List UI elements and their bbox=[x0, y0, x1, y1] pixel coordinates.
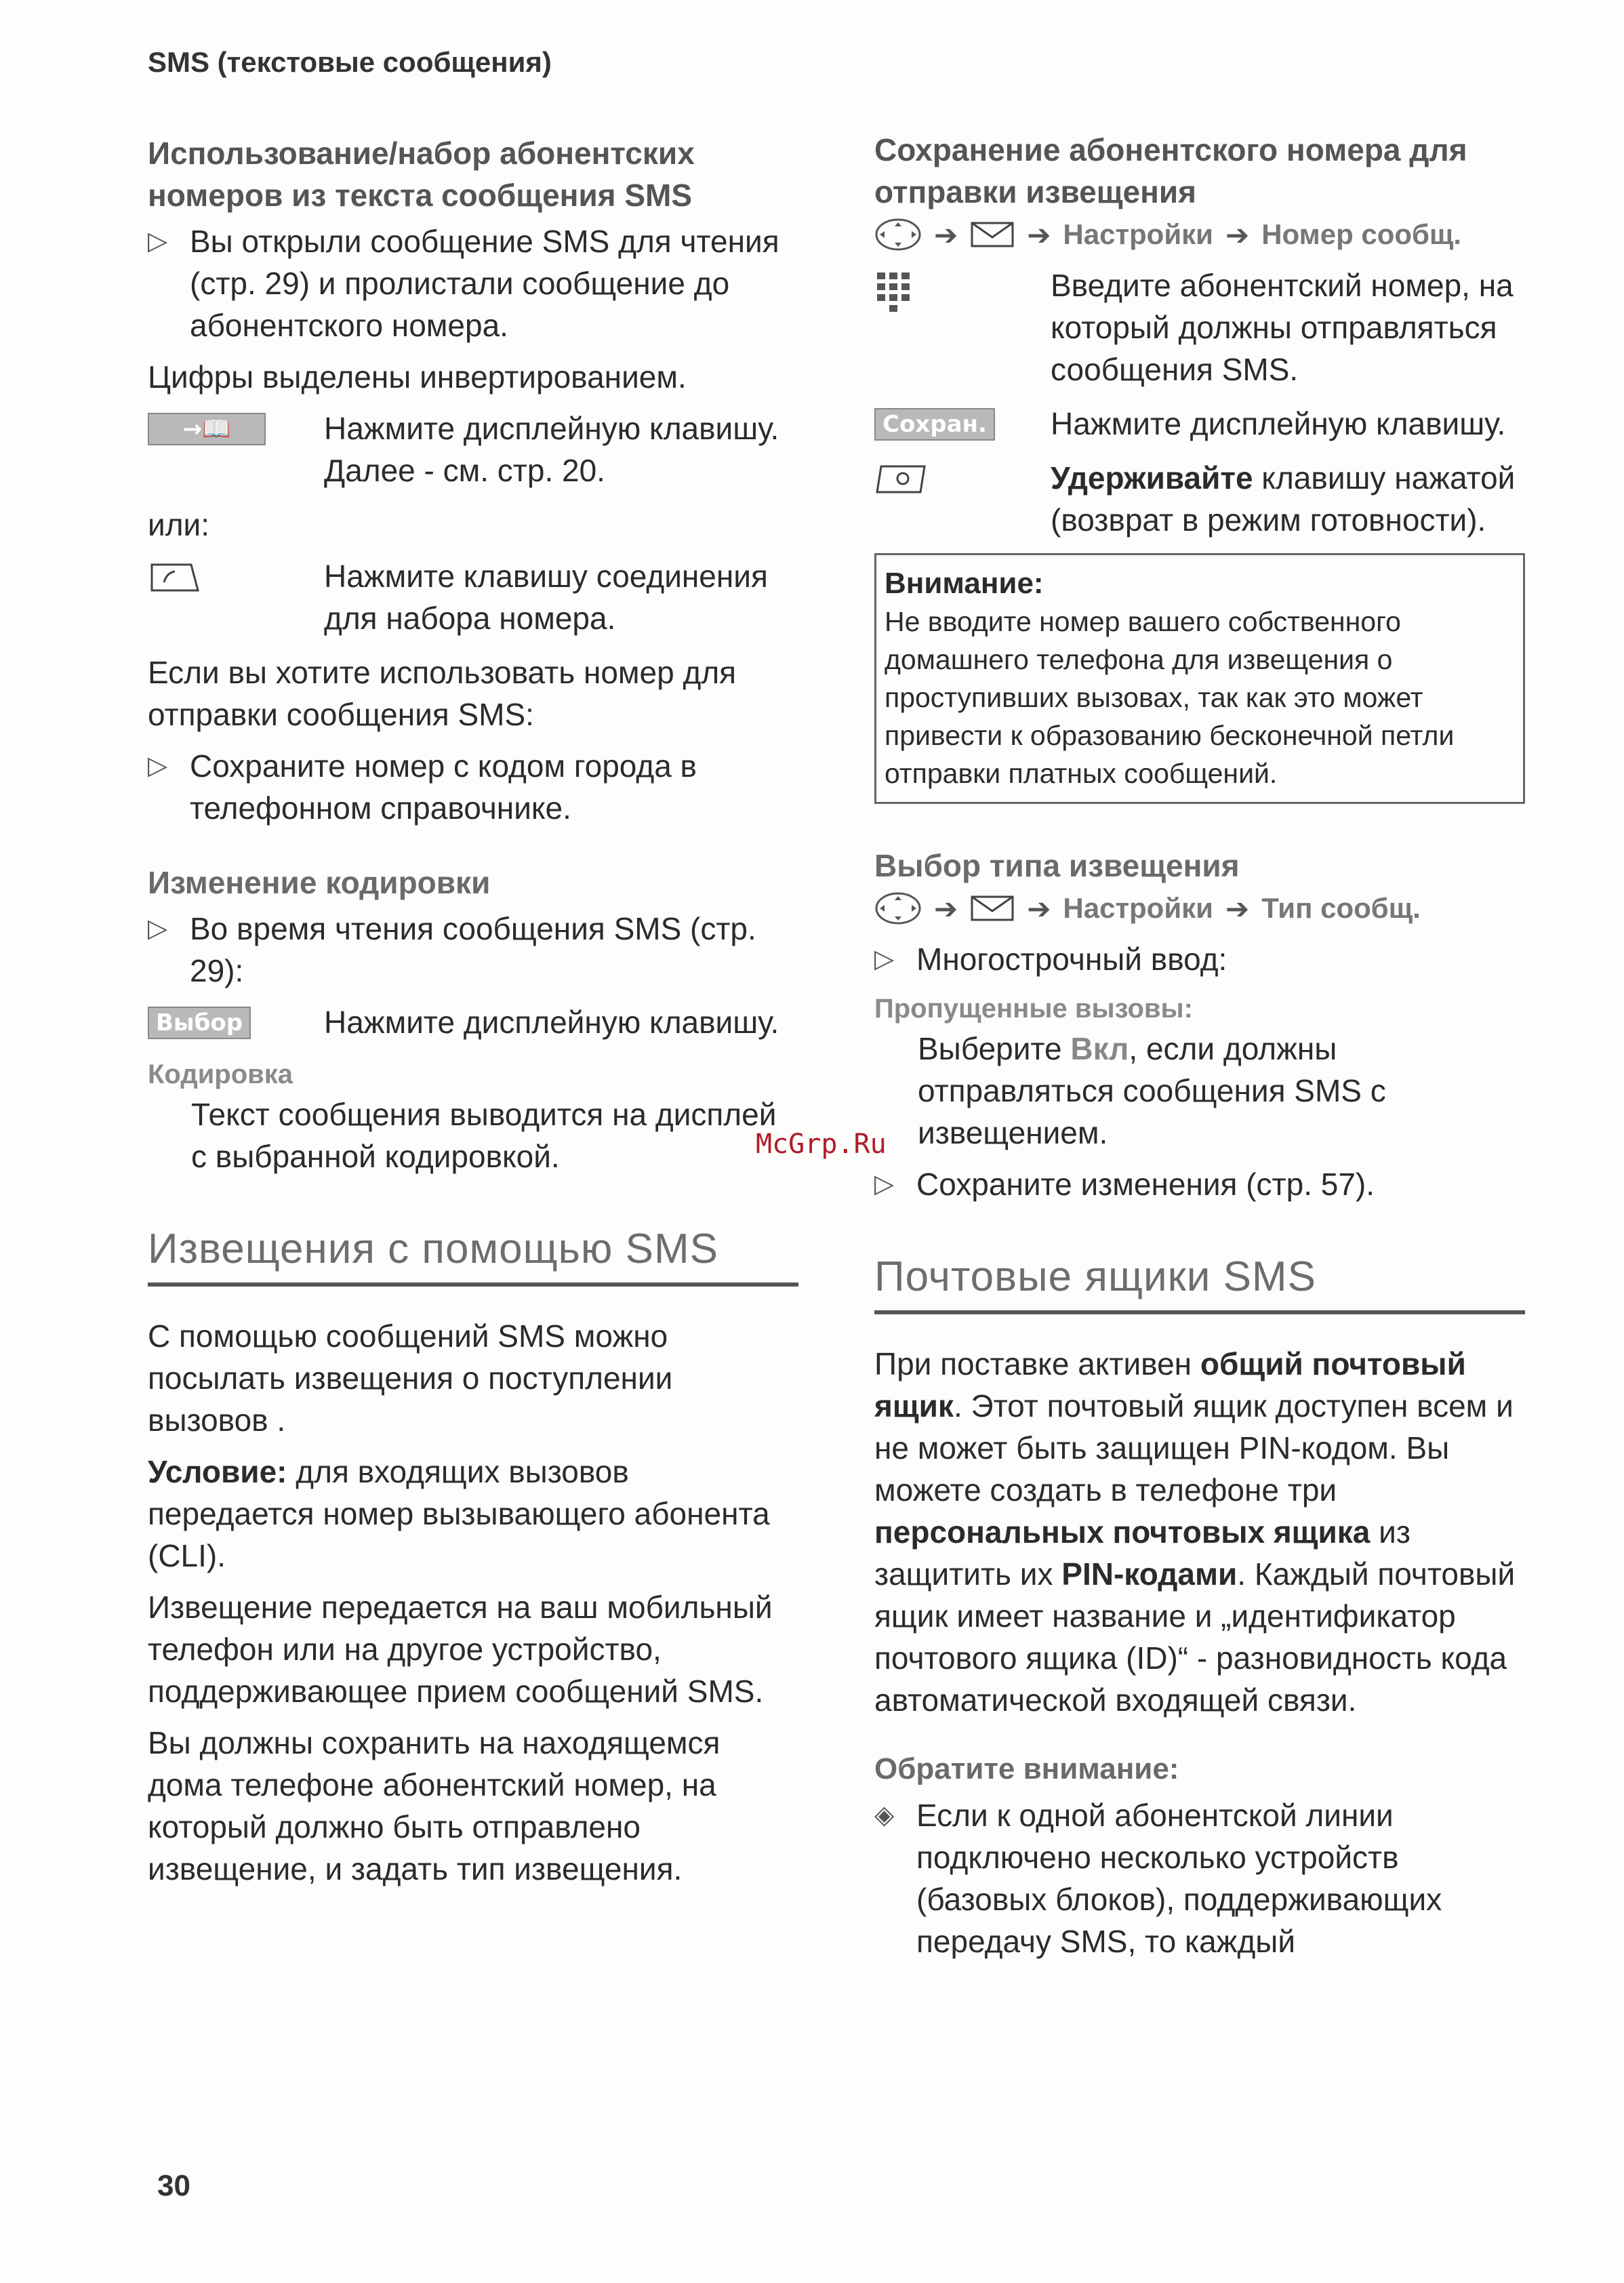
menu-path bbox=[874, 891, 1525, 926]
paragraph: Выберите Вкл, если должны отправляться сообщения SMS с извещением. bbox=[918, 1031, 1386, 1150]
left-column bbox=[148, 132, 798, 1899]
paragraph: С помощью сообщений SMS можно посылать извещения о поступлении вызовов . bbox=[148, 1318, 673, 1438]
arrow-icon: ➔ bbox=[1225, 218, 1250, 251]
instruction-text: Нажмите дисплейную клавишу. bbox=[324, 1005, 779, 1040]
paragraph: Цифры выделены инвертированием. bbox=[148, 359, 687, 395]
arrow-icon: ➔ bbox=[934, 892, 958, 925]
arrow-icon: ➔ bbox=[1225, 892, 1250, 925]
triangle-bullet-icon: ▷ bbox=[148, 227, 168, 256]
instruction-text: Нажмите дисплейную клавишу. bbox=[1051, 406, 1506, 441]
note-title: Обратите внимание: bbox=[874, 1752, 1179, 1785]
instruction-row bbox=[874, 403, 1525, 445]
instruction-row bbox=[148, 555, 798, 639]
list-item: ▷ Сохраните изменения (стр. 57). bbox=[874, 1163, 1525, 1205]
list-item: ▷ Во время чтения сообщения SMS (стр. 29): bbox=[148, 908, 798, 992]
diamond-bullet-icon: ◈ bbox=[874, 1801, 895, 1830]
missed-calls-label: Пропущенные вызовы: bbox=[874, 994, 1193, 1024]
instruction-text: Удерживайте клавишу нажатой (возврат в режим готовности). bbox=[1051, 460, 1516, 538]
watermark: McGrp.Ru bbox=[756, 1129, 887, 1160]
encoding-label: Кодировка bbox=[148, 1059, 293, 1089]
warning-box bbox=[874, 553, 1525, 804]
arrow-icon: ➔ bbox=[1027, 218, 1051, 251]
call-key-icon bbox=[148, 561, 202, 594]
list-item: ◈ Если к одной абонентской линии подключено несколько устройств (базовых блоков), поддерживающих передачу SMS, то каждый bbox=[874, 1794, 1525, 1962]
menu-item-number: Номер сообщ. bbox=[1261, 218, 1462, 250]
instruction-text: Введите абонентский номер, на который должны отправляться сообщения SMS. bbox=[1051, 268, 1514, 387]
paragraph: Если вы хотите использовать номер для отправки сообщения SMS: bbox=[148, 655, 737, 732]
menu-item-type: Тип сообщ. bbox=[1261, 892, 1421, 924]
section-heading-notifications: Извещения с помощью SMS bbox=[148, 1225, 798, 1287]
section-heading-mailboxes: Почтовые ящики SMS bbox=[874, 1253, 1525, 1314]
page-number: 30 bbox=[157, 2169, 190, 2202]
menu-path bbox=[874, 217, 1525, 252]
list-item: ▷ Вы открыли сообщение SMS для чтения (стр. 29) и пролистали сообщение до абонентского номера. bbox=[148, 220, 798, 346]
triangle-bullet-icon: ▷ bbox=[874, 1170, 895, 1198]
paragraph: Текст сообщения выводится на дисплей с выбранной кодировкой. bbox=[191, 1097, 777, 1174]
menu-item-settings: Настройки bbox=[1063, 892, 1213, 924]
instruction-text: Нажмите клавишу соединения для набора номера. bbox=[324, 559, 768, 636]
envelope-icon bbox=[970, 221, 1015, 248]
section-title-notification-type: Выбор типа извещения bbox=[874, 848, 1240, 883]
arrow-icon: ➔ bbox=[934, 218, 958, 251]
navigation-key-icon bbox=[874, 217, 922, 252]
menu-item-settings: Настройки bbox=[1063, 218, 1213, 250]
triangle-bullet-icon: ▷ bbox=[148, 752, 168, 780]
instruction-text: Нажмите дисплейную клавишу. Далее - см. стр. 20. bbox=[324, 411, 779, 488]
section-title-use-numbers: Использование/набор абонентских номеров из текста сообщения SMS bbox=[148, 136, 695, 213]
triangle-bullet-icon: ▷ bbox=[148, 914, 168, 943]
triangle-bullet-icon: ▷ bbox=[874, 945, 895, 973]
warning-title: Внимание: bbox=[885, 567, 1044, 600]
section-title-encoding: Изменение кодировки bbox=[148, 865, 491, 900]
envelope-icon bbox=[970, 895, 1015, 922]
phonebook-softkey-icon: →📖 bbox=[148, 413, 266, 445]
list-item: ▷ Многострочный ввод: bbox=[874, 938, 1525, 980]
warning-text: Не вводите номер вашего собственного домашнего телефона для извещения о проступивших вызовах, так как это может привести к образованию бесконечной петли отправки платных сообщений. bbox=[885, 606, 1455, 789]
instruction-row bbox=[148, 1001, 798, 1043]
instruction-row bbox=[874, 457, 1525, 541]
paragraph: Извещение передается на ваш мобильный телефон или на другое устройство, поддерживающее прием сообщений SMS. bbox=[148, 1590, 773, 1709]
arrow-icon: ➔ bbox=[1027, 892, 1051, 925]
instruction-row bbox=[874, 264, 1525, 390]
navigation-key-icon bbox=[874, 891, 922, 926]
right-column bbox=[874, 129, 1525, 1972]
keypad-icon bbox=[874, 270, 915, 317]
section-title-save-number: Сохранение абонентского номера для отправки извещения bbox=[874, 132, 1467, 209]
paragraph: При поставке активен общий почтовый ящик. Этот почтовый ящик доступен всем и не может быть защищен PIN-кодом. Вы можете создать в телефоне три персональных почтовых ящика из защитить их PIN-кодами. Каждый почтовый ящик имеет название и „идентификатор почтового ящика (ID)“ - разновидность кода автоматической входящей связи. bbox=[874, 1346, 1516, 1718]
save-softkey: Сохран. bbox=[874, 408, 995, 441]
end-call-key-icon bbox=[874, 462, 929, 496]
paragraph: Условие: для входящих вызовов передается номер вызывающего абонента (CLI). bbox=[148, 1454, 770, 1573]
list-item: ▷ Сохраните номер с кодом города в телефонном справочнике. bbox=[148, 745, 798, 829]
instruction-row bbox=[148, 407, 798, 491]
or-label: или: bbox=[148, 507, 210, 542]
page-header: SMS (текстовые сообщения) bbox=[148, 46, 552, 78]
select-softkey: Выбор bbox=[148, 1007, 251, 1039]
paragraph: Вы должны сохранить на находящемся дома телефоне абонентский номер, на который должно быть отправлено извещение, и задать тип извещения. bbox=[148, 1725, 720, 1886]
